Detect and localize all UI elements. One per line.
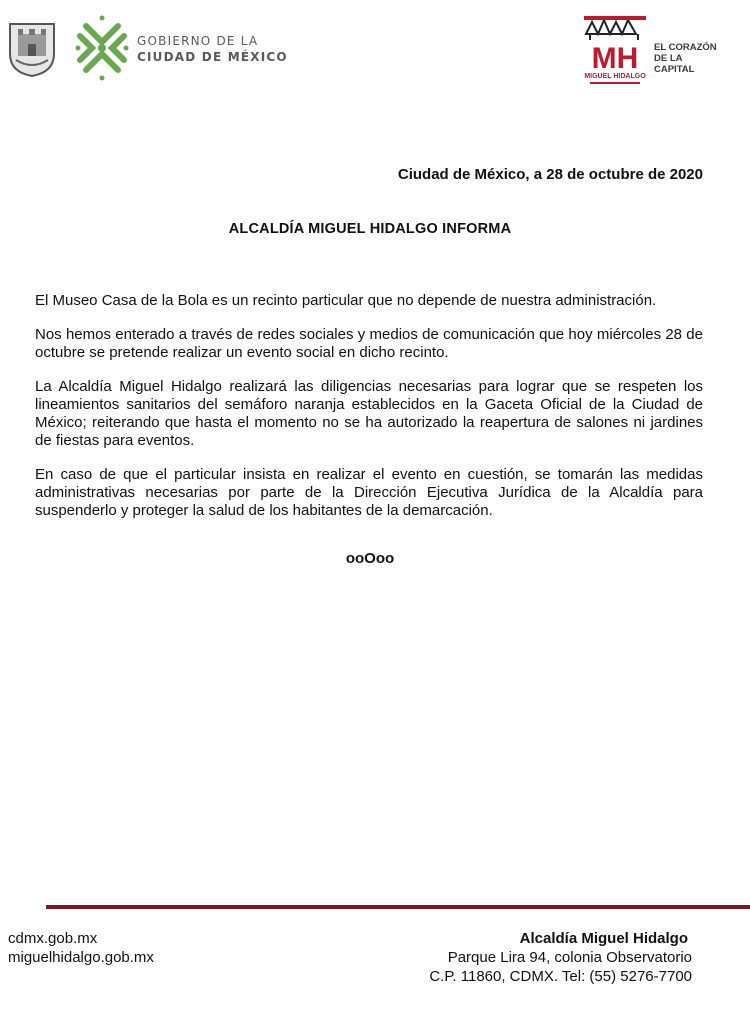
footer-contact: [429, 929, 692, 986]
mh-tagline: [654, 42, 744, 75]
document-date: Ciudad de México, a 28 de octubre de 2020: [397, 166, 703, 183]
cdmx-logo-icon: [72, 14, 132, 82]
cdmx-coat-of-arms-icon: [6, 20, 58, 78]
website-cdmx: cdmx.gob.mx: [8, 930, 98, 947]
paragraph-2: Nos hemos enterado a través de redes sociales y medios de comunicación que hoy miércoles 28 de octubre se pretende realizar un evento social en dicho recinto.: [35, 326, 703, 361]
gov-line-1: GOBIERNO DE LA: [137, 34, 259, 48]
mh-tagline-1: EL CORAZÓN: [654, 42, 717, 53]
gov-name: [137, 33, 288, 65]
mh-tagline-2: DE LA: [654, 53, 683, 64]
paragraph-1: El Museo Casa de la Bola es un recinto particular que no depende de nuestra administración.: [35, 292, 657, 309]
footer-phone: C.P. 11860, CDMX. Tel: (55) 5276-7700: [429, 968, 692, 985]
mh-name: MIGUEL HIDALGO: [584, 73, 646, 80]
footer-websites: [8, 929, 154, 967]
footer-divider: [46, 905, 750, 909]
document-body: [35, 292, 703, 536]
footer-address: Parque Lira 94, colonia Observatorio: [447, 949, 692, 966]
footer-org-name: Alcaldía Miguel Hidalgo: [519, 930, 688, 947]
closing-separator: ooOoo: [345, 550, 395, 567]
mh-tagline-3: CAPITAL: [654, 64, 695, 75]
paragraph-4: En caso de que el particular insista en realizar el evento en cuestión, se tomarán las medidas administrativas necesarias por parte de la Dirección Ejecutiva Jurídica de la Alcaldía para suspenderlo y proteger la salud de los habitantes de la demarcación.: [35, 466, 703, 519]
mh-letters: MH: [591, 42, 639, 75]
letterhead: [0, 0, 750, 100]
website-miguelhidalgo: miguelhidalgo.gob.mx: [8, 949, 154, 966]
paragraph-3: La Alcaldía Miguel Hidalgo realizará las diligencias necesarias para lograr que se respeten los lineamientos sanitarios del semáforo naranja establecidos en la Gaceta Oficial de la Ciudad de México; reiterando que hasta el momento no se ha autorizado la reapertura de salones ni jardines de fiestas para eventos.: [35, 378, 703, 449]
document-heading: ALCALDÍA MIGUEL HIDALGO INFORMA: [228, 221, 512, 237]
gov-line-2: CIUDAD DE MÉXICO: [137, 50, 288, 64]
miguel-hidalgo-logo-icon: [580, 12, 650, 87]
